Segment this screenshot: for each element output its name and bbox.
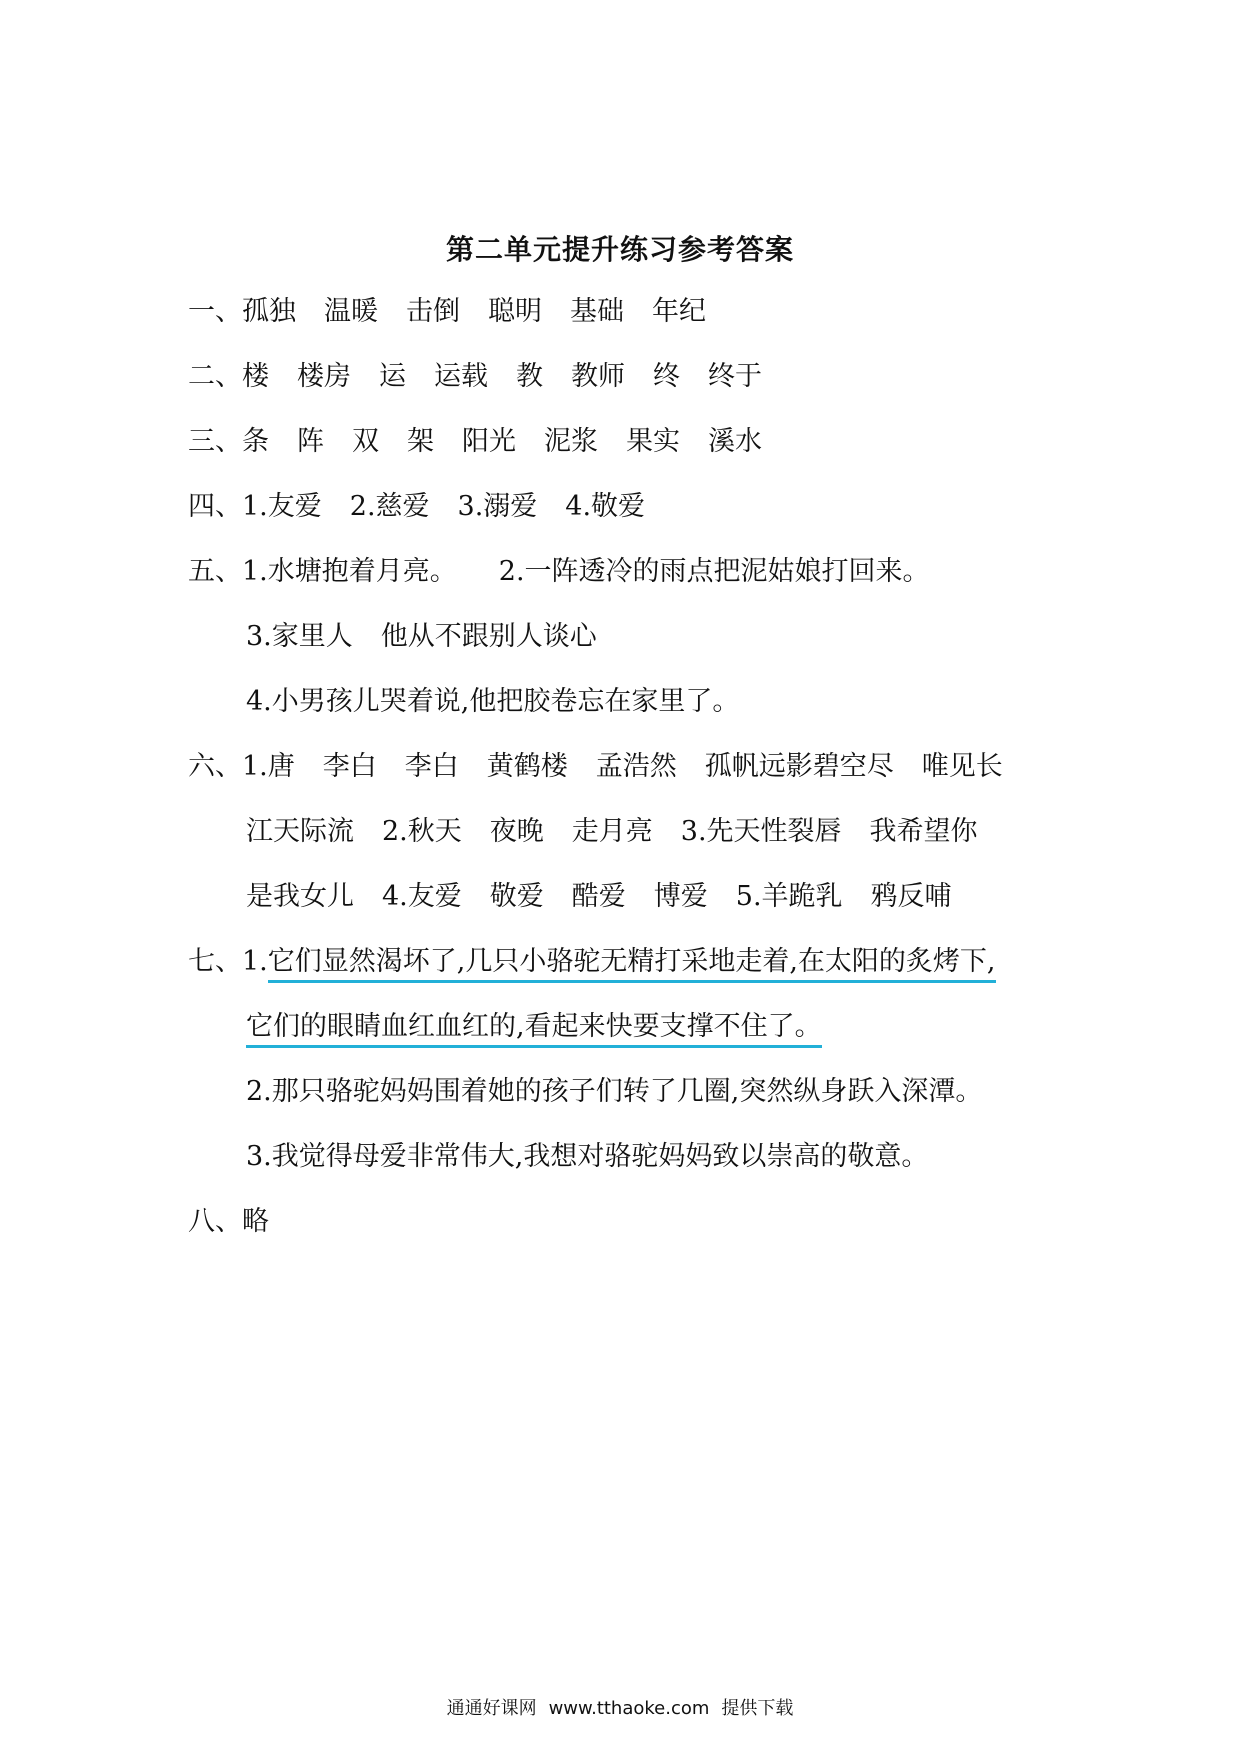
section-number: 一、 <box>188 296 242 327</box>
answer-item: 孟浩然 <box>595 751 677 782</box>
footer-url: www.tthaoke.com <box>548 1698 710 1719</box>
underlined-answer: 它们显然渴坏了,几只小骆驼无精打采地走着,在太阳的炙烤下, <box>268 946 996 983</box>
answer-section-5 <box>188 555 930 589</box>
footer-site-name: 通通好课网 <box>446 1698 537 1719</box>
answer-section-5-line-3 <box>246 685 739 719</box>
answer-item: 1.唐 <box>242 751 295 782</box>
answer-section-4 <box>188 490 645 524</box>
answer-item: 溪水 <box>708 426 762 457</box>
answer-item: 楼房 <box>297 361 351 392</box>
page-footer <box>0 1694 1240 1720</box>
page-title: 第二单元提升练习参考答案 <box>445 233 794 266</box>
answer-item: 李白 <box>322 751 377 782</box>
answer-item: 教师 <box>571 361 625 392</box>
answer-item: 唯见长 <box>921 751 1003 782</box>
answer-item: 2.一阵透冷的雨点把泥姑娘打回来。 <box>498 556 930 587</box>
answer-item: 运 <box>379 361 406 392</box>
answer-item: 年纪 <box>652 296 706 327</box>
answer-section-5-line-2 <box>246 620 597 654</box>
answer-item: 鸦反哺 <box>870 881 952 912</box>
answer-item: 终于 <box>708 361 762 392</box>
answer-section-6-line-2 <box>246 815 978 849</box>
answer-item: 架 <box>407 426 434 457</box>
answer-item: 走月亮 <box>571 816 653 847</box>
answer-item: 是我女儿 <box>246 881 354 912</box>
answer-item: 夜晚 <box>489 816 544 847</box>
answer-section-7 <box>188 945 996 979</box>
answer-item: 李白 <box>404 751 459 782</box>
answer-item: 孤帆远影碧空尽 <box>704 751 894 782</box>
underlined-answer: 它们的眼睛血红血红的,看起来快要支撑不住了。 <box>246 1011 822 1048</box>
answer-item: 黄鹤楼 <box>486 751 568 782</box>
answer-item: 教 <box>516 361 543 392</box>
answer-item: 3.溺爱 <box>457 491 538 522</box>
answer-section-8 <box>188 1205 269 1239</box>
answer-item: 江天际流 <box>246 816 354 847</box>
answer-section-3 <box>188 425 762 459</box>
footer-suffix: 提供下载 <box>721 1698 794 1719</box>
answer-item: 阵 <box>297 426 324 457</box>
answer-item: 4.敬爱 <box>565 491 646 522</box>
answer-item: 敬爱 <box>489 881 544 912</box>
answer-item: 5.羊跪乳 <box>735 881 843 912</box>
answer-item: 略 <box>242 1206 269 1237</box>
answer-item: 1.水塘抱着月亮。 <box>242 556 457 587</box>
answer-item: 孤独 <box>242 296 296 327</box>
answer-section-7-line-2 <box>246 1010 822 1044</box>
section-number: 六、 <box>188 751 242 782</box>
section-number: 三、 <box>188 426 242 457</box>
answer-item: 2.慈爱 <box>349 491 430 522</box>
answer-item: 聪明 <box>488 296 542 327</box>
answer-item: 运载 <box>434 361 488 392</box>
section-number: 五、 <box>188 556 242 587</box>
answer-section-6-line-3 <box>246 880 952 914</box>
answer-item: 2.秋天 <box>382 816 462 847</box>
section-number: 七、 <box>188 946 242 977</box>
answer-item: 3.先天性裂唇 <box>680 816 842 847</box>
answer-item: 阳光 <box>462 426 516 457</box>
answer-item: 基础 <box>570 296 624 327</box>
answer-item: 4.友爱 <box>382 881 462 912</box>
answer-item: 楼 <box>242 361 269 392</box>
answer-item: 双 <box>352 426 379 457</box>
answer-item: 酷爱 <box>571 881 626 912</box>
answer-item: 终 <box>653 361 680 392</box>
answer-item: 泥浆 <box>544 426 598 457</box>
answer-section-7-line-3 <box>246 1075 982 1109</box>
answer-section-2 <box>188 360 762 394</box>
answer-item: 博爱 <box>653 881 708 912</box>
section-number: 四、 <box>188 491 242 522</box>
answer-item: 条 <box>242 426 269 457</box>
answer-item: 他从不跟别人谈心 <box>380 621 597 652</box>
answer-number: 1. <box>242 946 268 977</box>
answer-item: 果实 <box>626 426 680 457</box>
answer-item: 3.家里人 <box>246 621 353 652</box>
answer-section-7-line-4 <box>246 1140 928 1174</box>
answer-item: 击倒 <box>406 296 460 327</box>
answer-item: 3.我觉得母爱非常伟大,我想对骆驼妈妈致以崇高的敬意。 <box>246 1141 929 1172</box>
answer-section-6 <box>188 750 1003 784</box>
section-number: 二、 <box>188 361 242 392</box>
answer-item: 1.友爱 <box>242 491 322 522</box>
answer-section-1 <box>188 295 706 329</box>
answer-item: 4.小男孩儿哭着说,他把胶卷忘在家里了。 <box>246 686 740 717</box>
answer-item: 2.那只骆驼妈妈围着她的孩子们转了几圈,突然纵身跃入深潭。 <box>246 1076 983 1107</box>
answer-item: 我希望你 <box>869 816 978 847</box>
section-number: 八、 <box>188 1206 242 1237</box>
answer-item: 温暖 <box>324 296 378 327</box>
